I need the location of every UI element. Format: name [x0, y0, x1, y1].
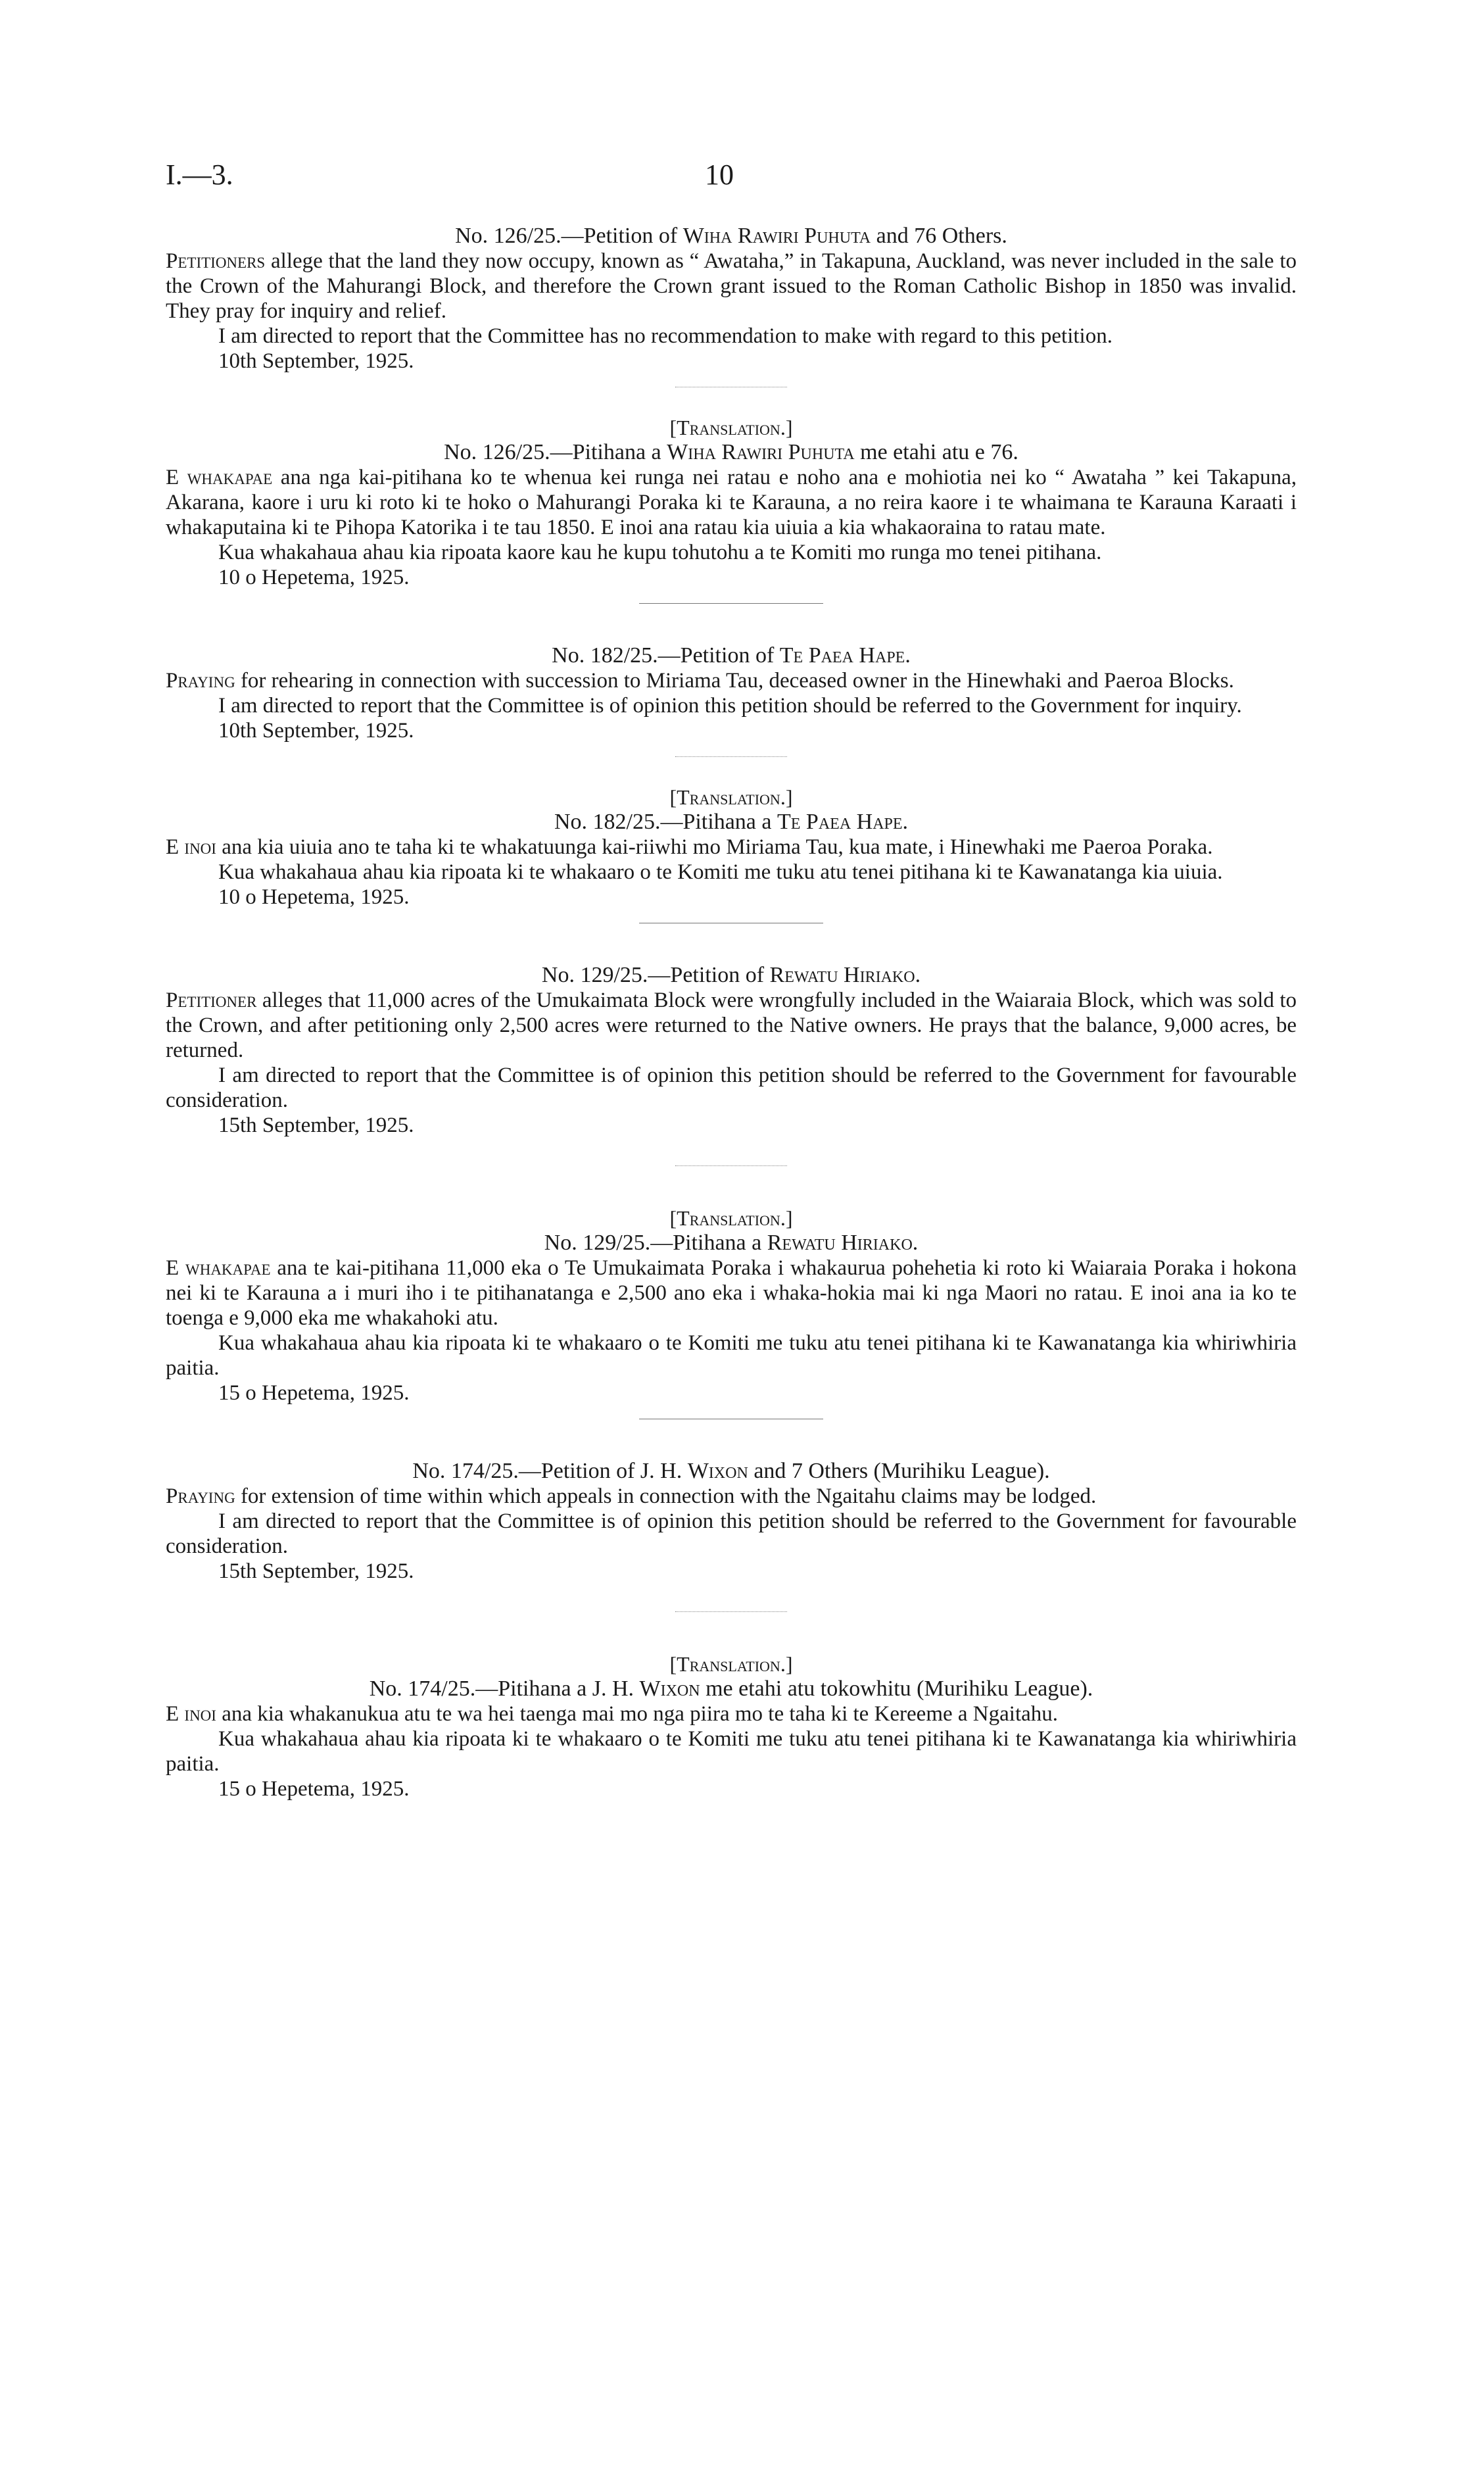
petition-126-25 — [166, 224, 1297, 643]
translation-summary: E whakapae ana nga kai-pitihana ko te whenua kei runga nei ratau e noho ana e mohiotia nei ko “ Awataha ” kei Takapuna, Akarana, kaore i uru ki roto ki te hoko o Mahurangi Poraka ki te Karauna, a no reira kaore i te whaimana te Karauna Karaati i whakaputaina ki te Pihopa Katorika i te tau 1850. E inoi ana ratau kia uiuia a kia whakaoraina to ratau mate. — [166, 466, 1297, 539]
translation-report: Kua whakahaua ahau kia ripoata ki te whakaaro o te Komiti me tuku atu tenei pitihana ki te Kawanatanga kia whiriwhiria paitia. — [166, 1331, 1297, 1380]
translation-title: No. 182/25.—Pitihana a Te Paea Hape. — [554, 810, 909, 834]
petitioner-name: Wiha Rawiri Puhuta — [682, 224, 871, 248]
petition-174-25 — [166, 1459, 1297, 1801]
translation-date: 15 o Hepetema, 1925. — [218, 1381, 410, 1405]
translation-title: No. 129/25.—Pitihana a Rewatu Hiriako. — [544, 1231, 919, 1255]
petition-129-25 — [166, 963, 1297, 1459]
translation-title: No. 174/25.—Pitihana a J. H. Wixon me etahi atu tokowhitu (Murihiku League). — [369, 1676, 1093, 1701]
translation-report: Kua whakahaua ahau kia ripoata ki te whakaaro o te Komiti me tuku atu tenei pitihana ki te Kawanatanga kia uiuia. — [218, 860, 1223, 884]
document-body — [166, 224, 1297, 1801]
translation-summary: E inoi ana kia whakanukua atu te wa hei taenga mai mo nga piira mo te taha ki te Kereeme a Ngaitahu. — [166, 1702, 1059, 1726]
translation-date: 10 o Hepetema, 1925. — [218, 566, 410, 589]
petitioner-name: Wixon — [687, 1459, 748, 1483]
petitioner-name: Rewatu Hiriako. — [769, 963, 921, 987]
translation-date: 15 o Hepetema, 1925. — [218, 1777, 410, 1801]
petition-summary: Praying for extension of time within which appeals in connection with the Ngaitahu claims may be lodged. — [166, 1484, 1097, 1508]
translation-label: [Translation.] — [669, 416, 793, 439]
committee-report: I am directed to report that the Committee is of opinion this petition should be referred to the Government for favourable consideration. — [166, 1509, 1297, 1558]
petition-title: No. 174/25.—Petition of J. H. Wixon and 7 Others (Murihiku League). — [412, 1459, 1050, 1483]
translation-label: [Translation.] — [669, 1652, 793, 1676]
paper-reference: I.—3. — [166, 159, 233, 191]
page-number: 10 — [705, 159, 734, 191]
translation-report: Kua whakahaua ahau kia ripoata kaore kau he kupu tohutohu a te Komiti mo runga mo tenei pitihana. — [218, 541, 1102, 564]
report-date: 10th September, 1925. — [218, 349, 414, 373]
report-date: 15th September, 1925. — [218, 1113, 414, 1137]
translation-report: Kua whakahaua ahau kia ripoata ki te whakaaro o te Komiti me tuku atu tenei pitihana ki te Kawanatanga kia whiriwhiria paitia. — [166, 1727, 1297, 1776]
translation-date: 10 o Hepetema, 1925. — [218, 885, 410, 909]
report-date: 10th September, 1925. — [218, 719, 414, 743]
report-date: 15th September, 1925. — [218, 1559, 414, 1583]
committee-report: I am directed to report that the Committee is of opinion this petition should be referred to the Government for favourable consideration. — [166, 1064, 1297, 1112]
translation-summary: E inoi ana kia uiuia ano te taha ki te whakatuunga kai-riiwhi mo Miriama Tau, kua mate, i Hinewhaki me Paeroa Poraka. — [166, 835, 1213, 859]
petition-title: No. 129/25.—Petition of Rewatu Hiriako. — [541, 963, 921, 987]
committee-report: I am directed to report that the Committee is of opinion this petition should be referred to the Government for inquiry. — [218, 694, 1242, 718]
translation-label: [Translation.] — [669, 1206, 793, 1230]
page-header — [166, 158, 1297, 197]
committee-report: I am directed to report that the Committee has no recommendation to make with regard to this petition. — [218, 324, 1113, 348]
petitioner-name: Te Paea Hape. — [779, 643, 911, 668]
petition-title: No. 182/25.—Petition of Te Paea Hape. — [552, 643, 911, 668]
translation-label: [Translation.] — [669, 785, 793, 809]
translation-summary: E whakapae ana te kai-pitihana 11,000 eka o Te Umukaimata Poraka i whakaurua pohehetia ki roto ki Waiaraia Poraka i hokona nei ki te Karauna a i muri iho i te pitihanatanga e 2,500 ano eka i whaka-hokia mai ki nga Maori no ratau. E inoi ana ia ko te toenga e 9,000 eka me whakahoki atu. — [166, 1256, 1297, 1330]
petition-title: No. 126/25.—Petition of Wiha Rawiri Puhuta and 76 Others. — [455, 224, 1007, 248]
translation-title: No. 126/25.—Pitihana a Wiha Rawiri Puhuta me etahi atu e 76. — [444, 440, 1018, 464]
petition-summary: Praying for rehearing in connection with succession to Miriama Tau, deceased owner in the Hinewhaki and Paeroa Blocks. — [166, 669, 1234, 693]
petition-summary: Petitioners allege that the land they now occupy, known as “ Awataha,” in Takapuna, Auckland, was never included in the sale to the Crown of the Mahurangi Block, and therefore the Crown grant issued to the Roman Catholic Bishop in 1850 was invalid. They pray for inquiry and relief. — [166, 249, 1297, 323]
petition-summary: Petitioner alleges that 11,000 acres of the Umukaimata Block were wrongfully included in the Waiaraia Block, which was sold to the Crown, and after petitioning only 2,500 acres were returned to the Native owners. He prays that the balance, 9,000 acres, be returned. — [166, 989, 1297, 1062]
petition-182-25 — [166, 643, 1297, 963]
